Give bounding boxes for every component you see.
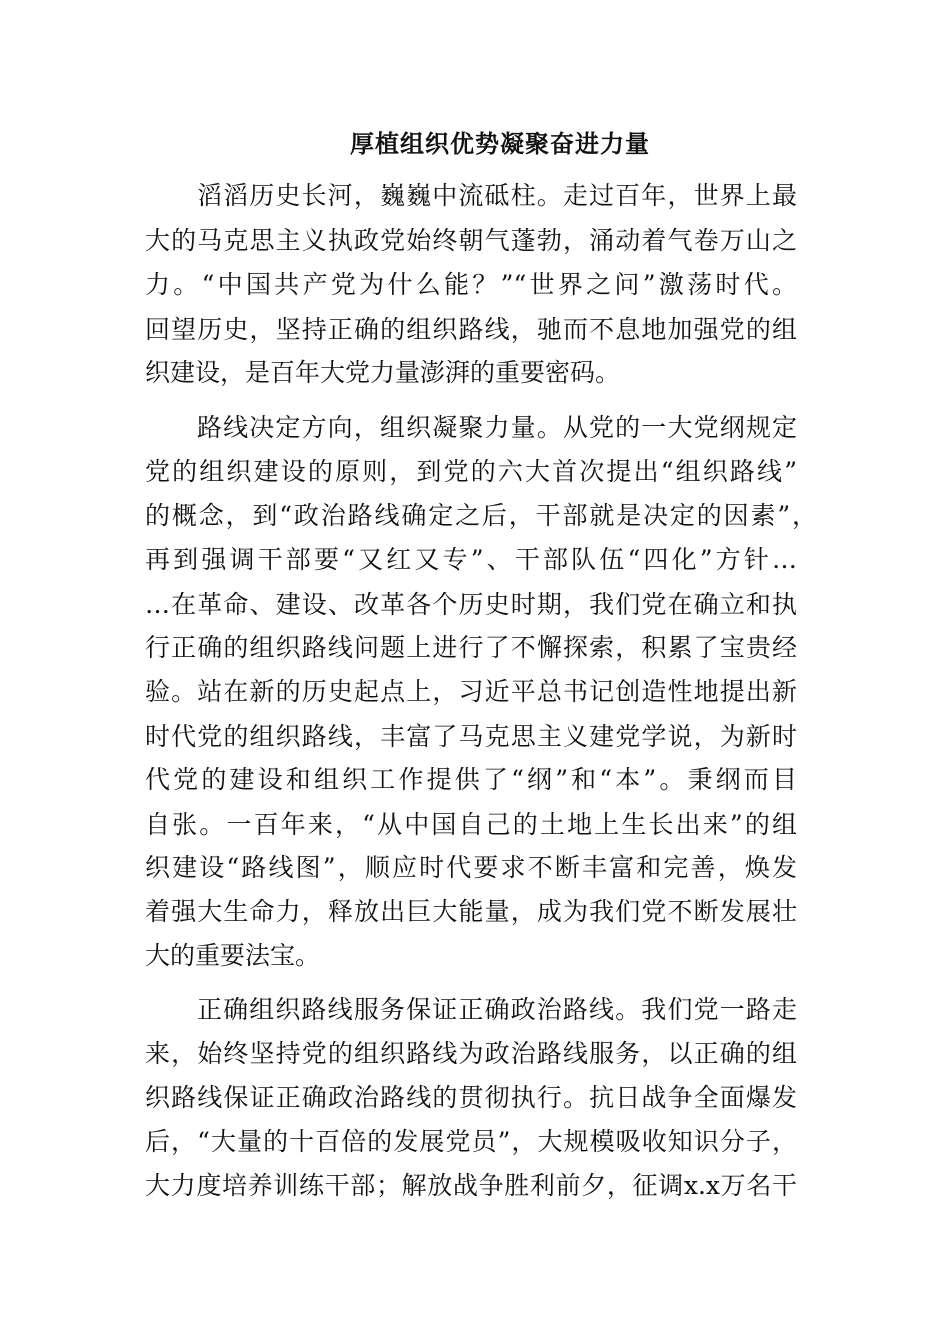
text-line: 的概念，到“政治路线确定之后，干部就是决定的因素”， xyxy=(145,501,817,530)
text-line: 代党的建设和组织工作提供了“纲”和“本”。秉纲而目 xyxy=(145,765,797,794)
text-line: 来，始终坚持党的组织路线为政治路线服务，以正确的组 xyxy=(145,1039,797,1068)
text-line: 大力度培养训练干部；解放战争胜利前夕，征调x.x万名干 xyxy=(145,1171,797,1200)
text-line: 织路线保证正确政治路线的贯彻执行。抗日战争全面爆发 xyxy=(145,1083,797,1112)
text-line: 大的马克思主义执政党始终朝气蓬勃，涌动着气卷万山之 xyxy=(145,226,797,255)
text-line: 时代党的组织路线，丰富了马克思主义建党学说，为新时 xyxy=(145,722,797,751)
text-line: 回望历史，坚持正确的组织路线，驰而不息地加强党的组 xyxy=(145,315,797,344)
text-line: 党的组织建设的原则，到党的六大首次提出“组织路线” xyxy=(145,457,797,486)
text-line: …在革命、建设、改革各个历史时期，我们党在确立和执 xyxy=(145,590,797,619)
text-line: 行正确的组织路线问题上进行了不懈探索，积累了宝贵经 xyxy=(145,633,797,662)
text-line: 织建设“路线图”，顺应时代要求不断丰富和完善，焕发 xyxy=(145,853,797,882)
text-line: 织建设，是百年大党力量澎湃的重要密码。 xyxy=(145,358,621,387)
text-line: 滔滔历史长河，巍巍中流砥柱。走过百年，世界上最 xyxy=(197,181,797,210)
text-line: 力。“中国共产党为什么能？”“世界之问”激荡时代。 xyxy=(145,270,797,299)
text-line: 自张。一百年来，“从中国自己的土地上生长出来”的组 xyxy=(145,810,797,839)
text-line: 正确组织路线服务保证正确政治路线。我们党一路走 xyxy=(197,995,797,1024)
text-line: 验。站在新的历史起点上，习近平总书记创造性地提出新 xyxy=(145,677,797,706)
text-line: 着强大生命力，释放出巨大能量，成为我们党不断发展壮 xyxy=(145,897,797,926)
text-line: 后，“大量的十百倍的发展党员”，大规模吸收知识分子， xyxy=(145,1127,797,1156)
document-title: 厚植组织优势凝聚奋进力量 xyxy=(350,129,650,158)
text-line: 路线决定方向，组织凝聚力量。从党的一大党纲规定 xyxy=(197,413,797,442)
text-line: 大的重要法宝。 xyxy=(145,941,321,970)
text-line: 再到强调干部要“又红又专”、干部队伍“四化”方针… xyxy=(145,545,797,574)
